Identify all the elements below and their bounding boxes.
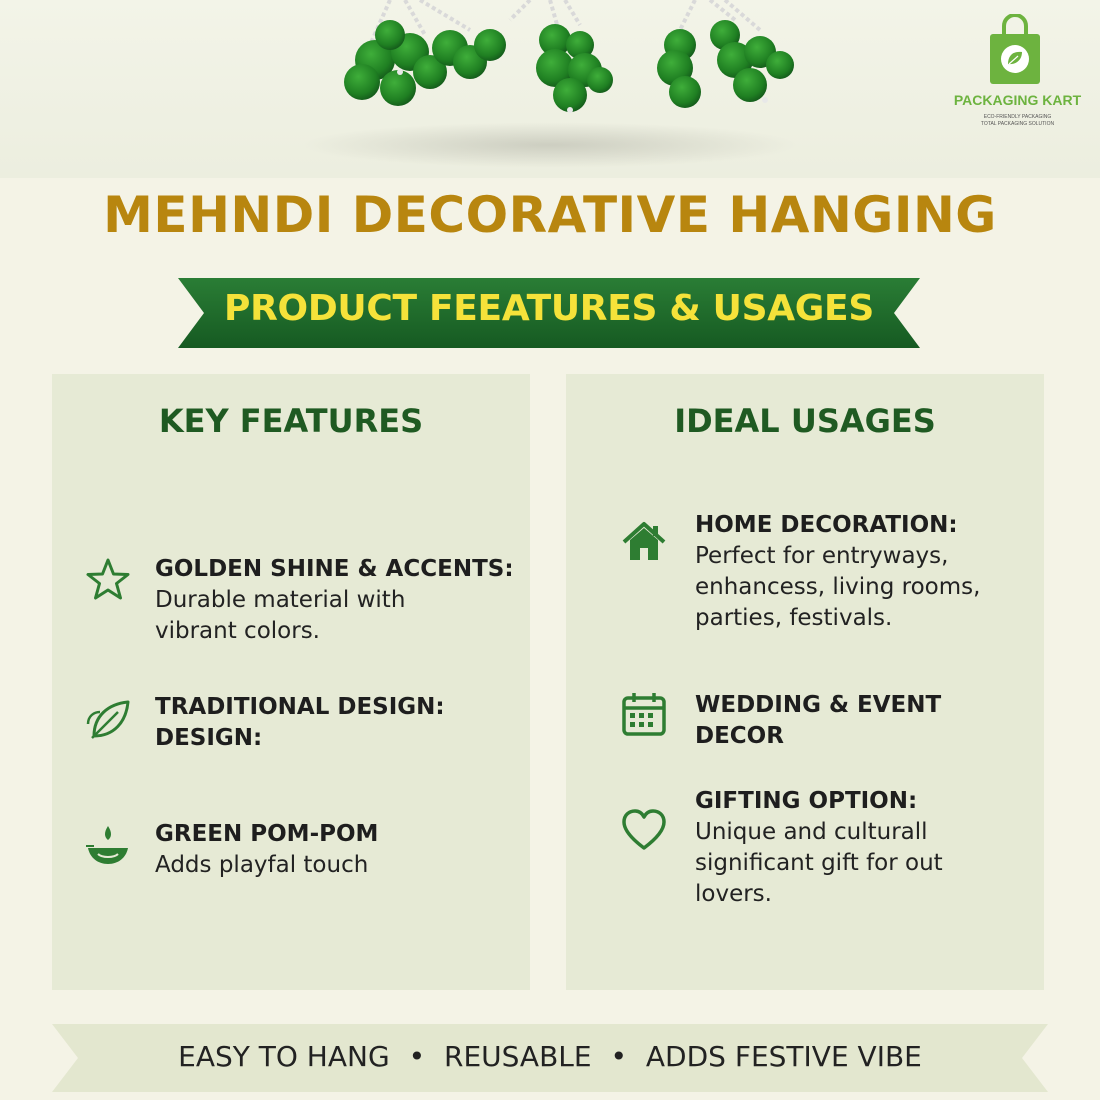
feature-desc-line: Durable material with	[155, 587, 406, 613]
ideal-usages-panel	[566, 374, 1044, 990]
usage-title: WEDDING & EVENT	[695, 692, 942, 718]
ideal-usages-heading: IDEAL USAGES	[674, 402, 936, 440]
footer-item: ADDS FESTIVE VIBE	[645, 1040, 922, 1073]
feature-desc-line: Adds playfal touch	[155, 852, 369, 878]
feature-title: TRADITIONAL DESIGN:	[155, 694, 445, 720]
heart-icon	[620, 806, 668, 854]
bottom-features-strip	[52, 1040, 1048, 1073]
brand-tagline: ECO-FRIENDLY PACKAGING TOTAL PACKAGING SOLUTION	[980, 114, 1055, 127]
feature-title: GOLDEN SHINE & ACCENTS:	[155, 556, 514, 582]
pom-pom-hanging-image	[330, 0, 810, 135]
usage-desc-line: Perfect for entryways,	[695, 543, 949, 569]
footer-item: REUSABLE	[443, 1040, 592, 1073]
key-features-heading: KEY FEATURES	[158, 402, 424, 440]
key-features-panel	[52, 374, 530, 990]
usage-desc-line: parties, festivals.	[695, 605, 893, 631]
usage-title: GIFTING OPTION:	[695, 788, 918, 814]
page-title: MEHNDI DECORATIVE HANGING	[103, 186, 997, 244]
shopping-bag-logo-icon	[988, 14, 1042, 86]
footer-separator: •	[408, 1040, 426, 1073]
usage-title: HOME DECORATION:	[695, 512, 958, 538]
calendar-icon	[620, 690, 668, 738]
star-icon	[84, 556, 132, 604]
feature-desc-line: vibrant colors.	[155, 618, 320, 644]
leaf-icon	[84, 696, 132, 744]
feature-title: GREEN POM-POM	[155, 821, 379, 847]
usage-desc-line: enhancess, living rooms,	[695, 574, 981, 600]
ribbon-text: PRODUCT FEEATURES & USAGES	[224, 288, 874, 329]
usage-desc-line: Unique and culturall	[695, 819, 928, 845]
usage-desc-line: lovers.	[695, 881, 772, 907]
usage-desc-line: DECOR	[695, 723, 784, 749]
brand-name: PACKAGING KART	[953, 92, 1082, 108]
home-icon	[620, 518, 668, 566]
footer-item: EASY TO HANG	[178, 1040, 390, 1073]
usage-desc-line: significant gift for out	[695, 850, 943, 876]
diya-lamp-icon	[84, 822, 132, 870]
feature-desc-line: DESIGN:	[155, 725, 263, 751]
footer-separator: •	[610, 1040, 627, 1073]
